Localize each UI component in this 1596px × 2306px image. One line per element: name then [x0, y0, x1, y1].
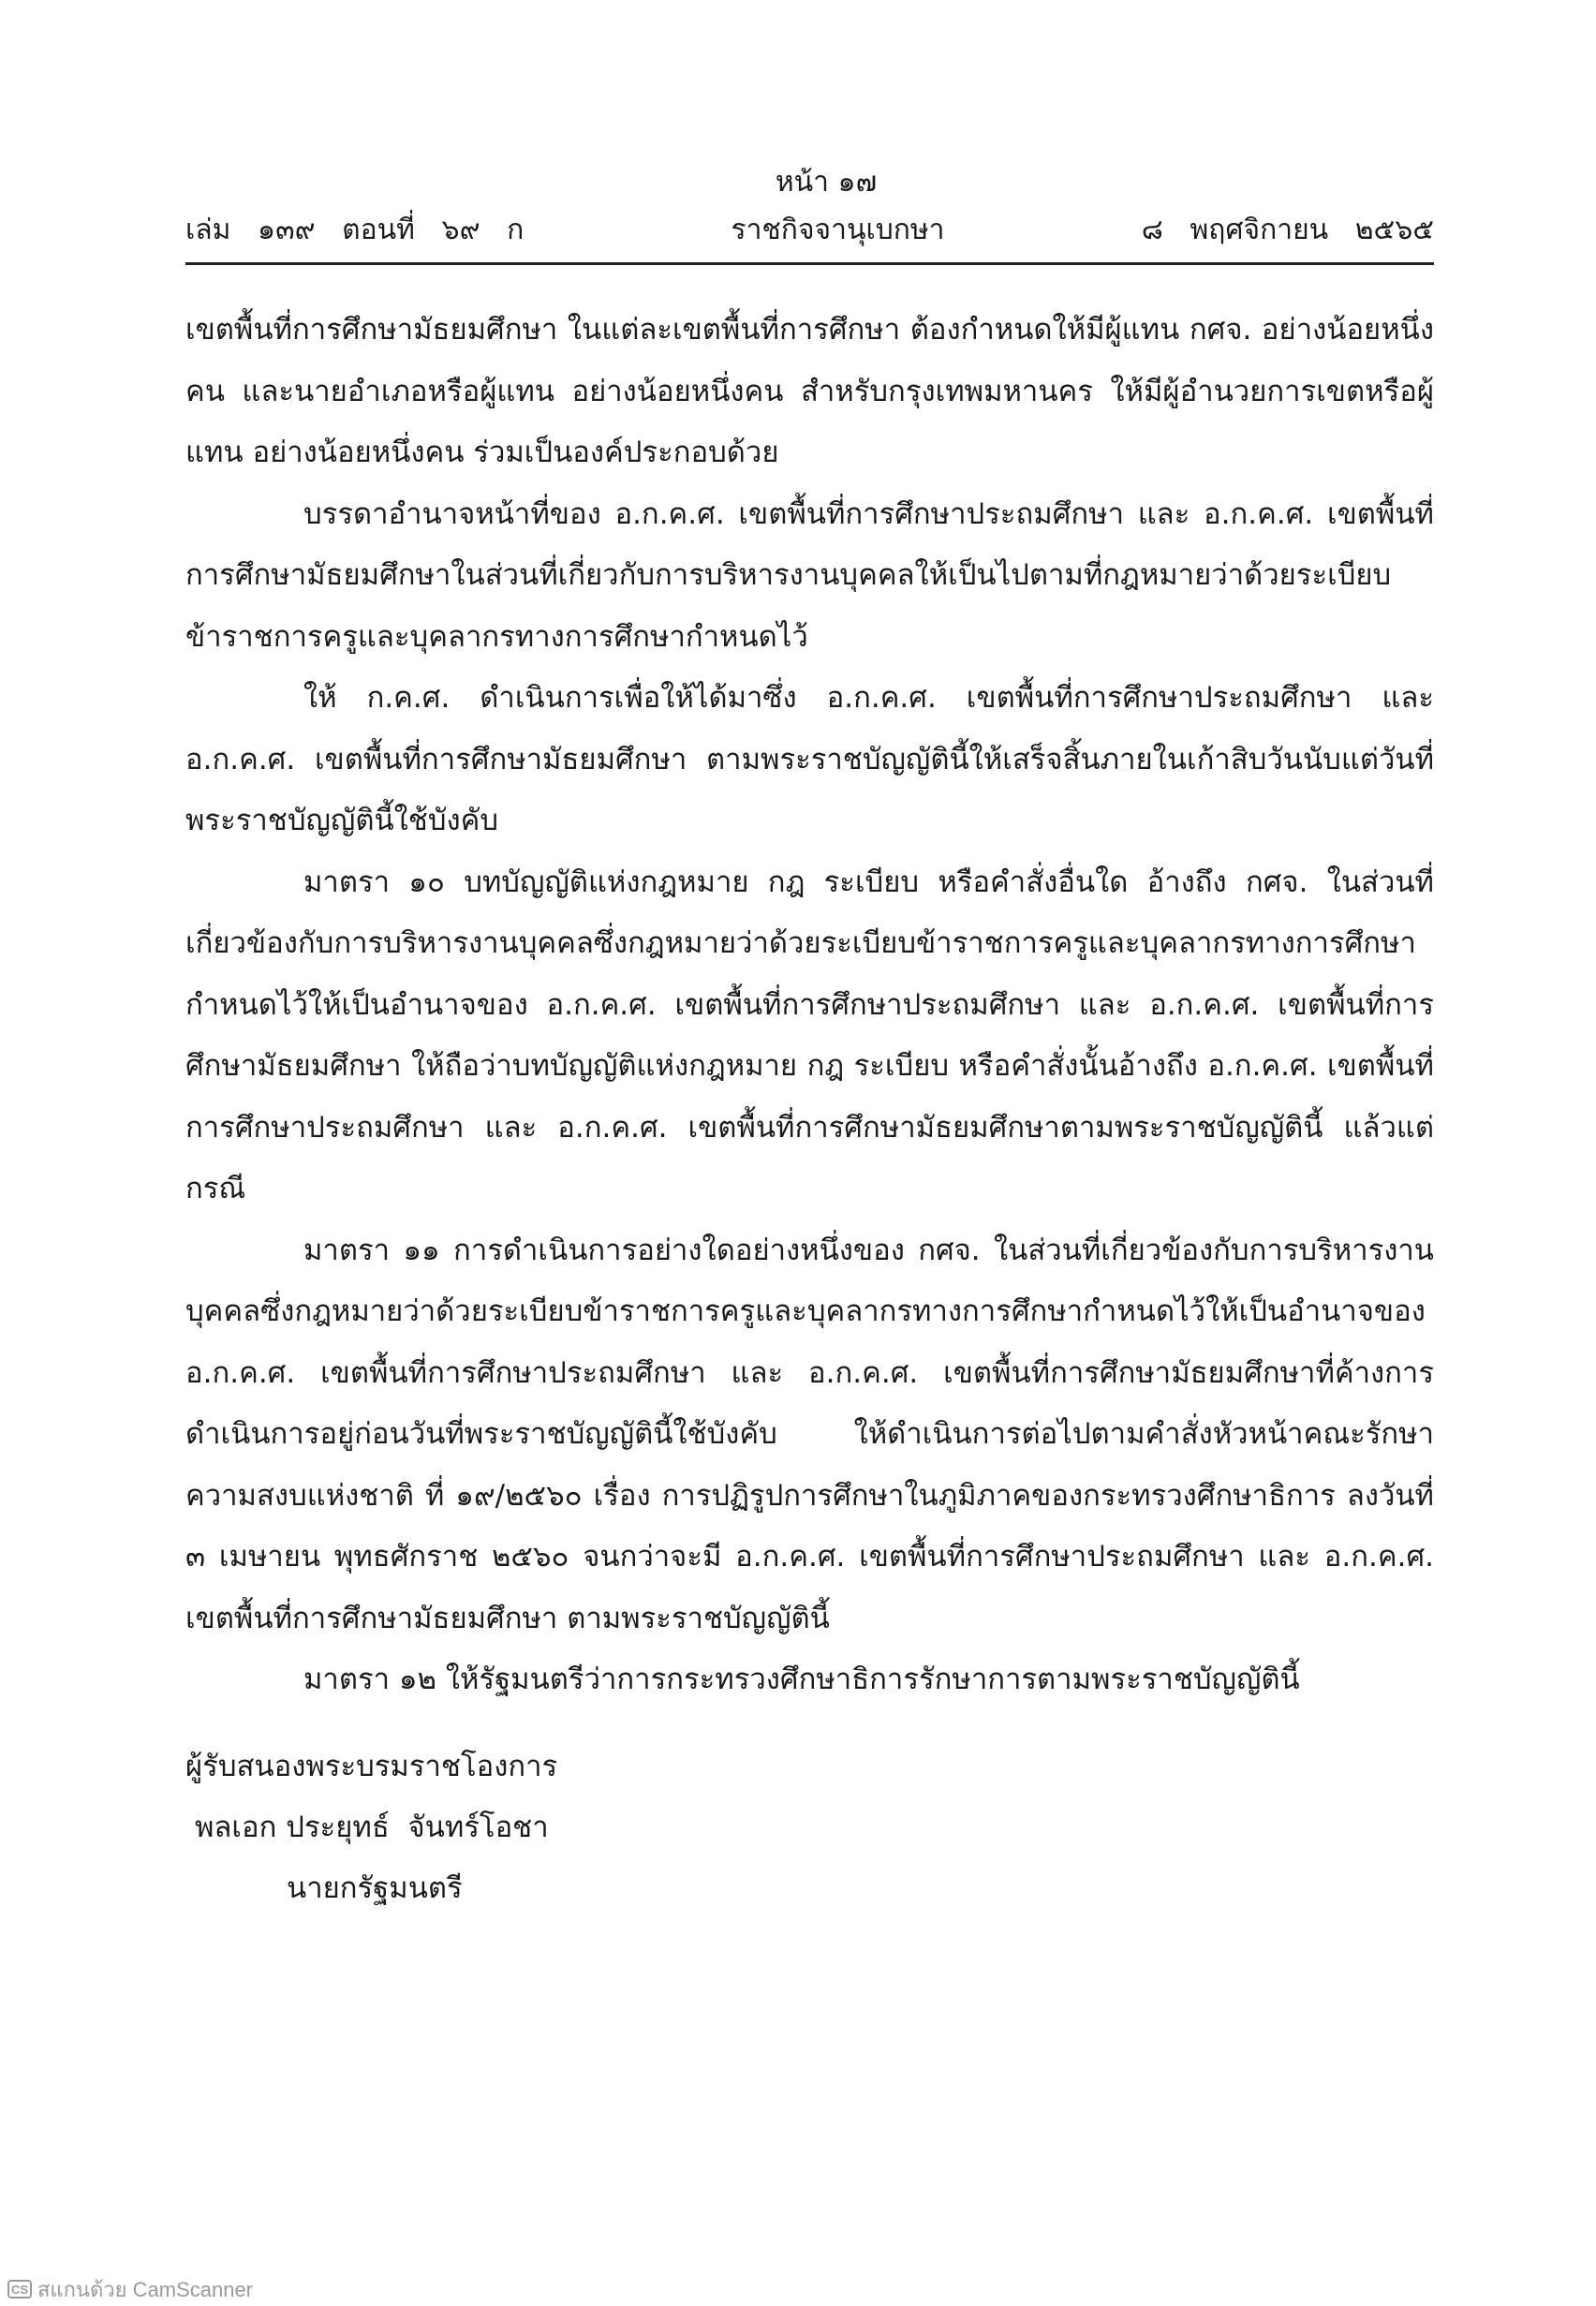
section-10: มาตรา ๑๐ บทบัญญัติแห่งกฎหมาย กฎ ระเบียบ หรือคำสั่งอื่นใด อ้างถึง กศจ. ในส่วนที่เกี่ยวข้องกับการบริหารงานบุคคลซึ่งกฎหมายว่าด้วยระเบียบข้าราชการครูและบุคลากรทางการศึกษากำหนดไว้ให้เป็นอำนาจของ อ.ก.ค.ศ. เขตพื้นที่การศึกษาประถมศึกษา และ อ.ก.ค.ศ. เขตพื้นที่การศึกษามัธยมศึกษา ให้ถือว่าบทบัญญัติแห่งกฎหมาย กฎ ระเบียบ หรือคำสั่งนั้นอ้างถึง อ.ก.ค.ศ. เขตพื้นที่การศึกษาประถมศึกษา และ อ.ก.ค.ศ. เขตพื้นที่การศึกษามัธยมศึกษาตามพระราชบัญญัตินี้ แล้วแต่กรณี [185, 865, 1434, 1205]
paragraph-authority: บรรดาอำนาจหน้าที่ของ อ.ก.ค.ศ. เขตพื้นที่การศึกษาประถมศึกษา และ อ.ก.ค.ศ. เขตพื้นที่การศึกษามัธยมศึกษาในส่วนที่เกี่ยวกับการบริหารงานบุคคลให้เป็นไปตามที่กฎหมายว่าด้วยระเบียบข้าราชการครูและบุคลากรทางการศึกษากำหนดไว้ [185, 496, 1434, 654]
header-divider [185, 262, 1434, 265]
publication-date: ๘ พฤศจิกายน ๒๕๖๕ [1141, 214, 1434, 246]
document-body [185, 300, 1434, 1711]
countersign-line: ผู้รับสนองพระบรมราชโองการ [185, 1750, 558, 1783]
watermark-text: สแกนด้วย CamScanner [37, 2277, 254, 2301]
page-number: หน้า ๑๗ [775, 166, 878, 199]
paragraph-continuation: เขตพื้นที่การศึกษามัธยมศึกษา ในแต่ละเขตพื้นที่การศึกษา ต้องกำหนดให้มีผู้แทน กศจ. อย่างน้อยหนึ่งคน และนายอำเภอหรือผู้แทน อย่างน้อยหนึ่งคน สำหรับกรุงเทพมหานคร ให้มีผู้อำนวยการเขตหรือผู้แทน อย่างน้อยหนึ่งคน ร่วมเป็นองค์ประกอบด้วย [185, 313, 1434, 469]
signatory-name: พลเอก ประยุทธ์ จันทร์โอชา [195, 1811, 549, 1844]
volume-issue: เล่ม ๑๓๙ ตอนที่ ๖๙ ก [185, 214, 525, 246]
section-12: มาตรา ๑๒ ให้รัฐมนตรีว่าการกระทรวงศึกษาธิการรักษาการตามพระราชบัญญัตินี้ [303, 1663, 1300, 1696]
signature-block [185, 1737, 557, 1919]
camscanner-logo-icon: CS [7, 2280, 32, 2299]
gazette-header [185, 211, 1434, 250]
section-11: มาตรา ๑๑ การดำเนินการอย่างใดอย่างหนึ่งของ กศจ. ในส่วนที่เกี่ยวข้องกับการบริหารงานบุคคลซึ่งกฎหมายว่าด้วยระเบียบข้าราชการครูและบุคลากรทางการศึกษากำหนดไว้ให้เป็นอำนาจของ อ.ก.ค.ศ. เขตพื้นที่การศึกษาประถมศึกษา และ อ.ก.ค.ศ. เขตพื้นที่การศึกษามัธยมศึกษาที่ค้างการดำเนินการอยู่ก่อนวันที่พระราชบัญญัตินี้ใช้บังคับ ให้ดำเนินการต่อไปตามคำสั่งหัวหน้าคณะรักษาความสงบแห่งชาติ ที่ ๑๙/๒๕๖๐ เรื่อง การปฏิรูปการศึกษาในภูมิภาคของกระทรวงศึกษาธิการ ลงวันที่ ๓ เมษายน พุทธศักราช ๒๕๖๐ จนกว่าจะมี อ.ก.ค.ศ. เขตพื้นที่การศึกษาประถมศึกษา และ อ.ก.ค.ศ. เขตพื้นที่การศึกษามัธยมศึกษา ตามพระราชบัญญัตินี้ [185, 1233, 1434, 1635]
paragraph-formation: ให้ ก.ค.ศ. ดำเนินการเพื่อให้ได้มาซึ่ง อ.ก.ค.ศ. เขตพื้นที่การศึกษาประถมศึกษา และ อ.ก.ค.ศ. เขตพื้นที่การศึกษามัธยมศึกษา ตามพระราชบัญญัตินี้ให้เสร็จสิ้นภายในเก้าสิบวันนับแต่วันที่พระราชบัญญัตินี้ใช้บังคับ [185, 681, 1434, 837]
publication-title: ราชกิจจานุเบกษา [731, 214, 945, 246]
signatory-position: นายกรัฐมนตรี [287, 1871, 463, 1905]
camscanner-watermark [7, 2278, 253, 2300]
